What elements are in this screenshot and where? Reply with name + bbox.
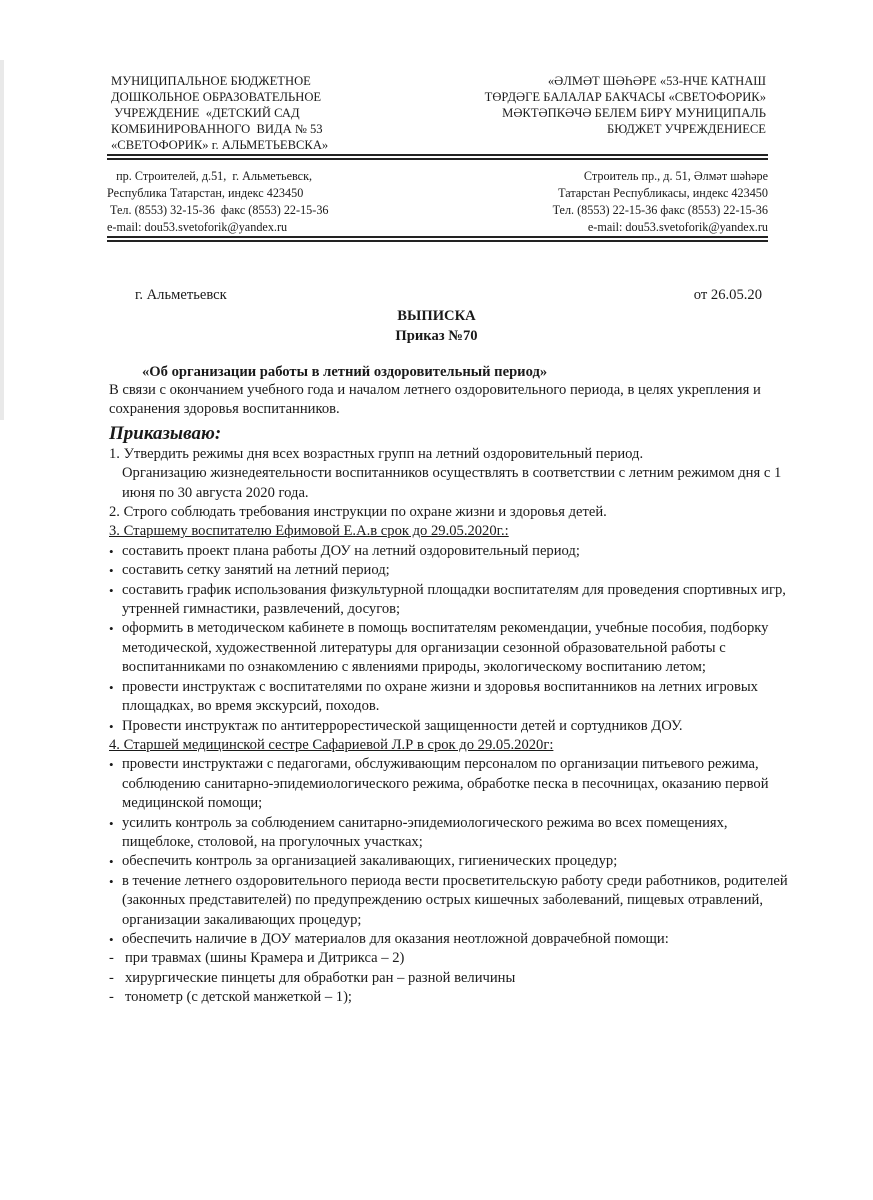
- dash-icon: -: [109, 989, 114, 1006]
- bullet-icon: •: [109, 621, 114, 637]
- bullet-icon: •: [109, 582, 114, 598]
- bullet-icon: •: [109, 718, 114, 734]
- list-item: • обеспечить наличие в ДОУ материалов для оказания неотложной доврачебной помощи:: [109, 930, 789, 949]
- document-city: г. Альметьевск: [135, 287, 227, 303]
- header-org-name-russian: МУНИЦИПАЛЬНОЕ БЮДЖЕТНОЕ ДОШКОЛЬНОЕ ОБРАЗОВАТЕЛЬНОЕ УЧРЕЖДЕНИЕ «ДЕТСКИЙ САД КОМБИНИРОВАННОГО ВИДА № 53 «СВЕТОФОРИК» г. АЛЬМЕТЬЕВСКА»: [111, 74, 329, 152]
- header-divider-bottom: [107, 236, 768, 238]
- header-divider-top-2: [107, 158, 768, 160]
- dash-item: - хирургические пинцеты для обработки ран – разной величины: [109, 969, 789, 988]
- list-item: • составить проект плана работы ДОУ на летний оздоровительный период;: [109, 542, 789, 561]
- list-item: • Провести инструктаж по антитеррорестической защищенности детей и сортудников ДОУ.: [109, 717, 789, 736]
- item-1-continued: Организацию жизнедеятельности воспитанников осуществлять в соответствии с летним режимом дня с 1 июня по 30 августа 2020 года.: [122, 465, 782, 501]
- bullet-icon: •: [109, 679, 114, 695]
- intro-paragraph: В связи с окончанием учебного года и началом летнего оздоровительного периода, в целях укрепления и сохранения здоровья воспитанников.: [109, 382, 761, 418]
- item-2: 2. Строго соблюдать требования инструкции по охране жизни и здоровья детей.: [109, 504, 607, 521]
- list-item: • составить график использования физкультурной площадки воспитателям для проведения спортивных игр, утренней гимнастики, развлечений, досугов;: [109, 581, 789, 620]
- order-subject: «Об организации работы в летний оздоровительный период»: [142, 364, 548, 380]
- list-item: • обеспечить контроль за организацией закаливающих, гигиенических процедур;: [109, 852, 789, 871]
- header-divider-top: [107, 154, 768, 156]
- bullet-icon: •: [109, 873, 114, 889]
- bullet-icon: •: [109, 543, 114, 559]
- item-3-heading: 3. Старшему воспитателю Ефимовой Е.А.в срок до 29.05.2020г.:: [109, 523, 509, 540]
- item-4-heading: 4. Старшей медицинской сестре Сафариевой Л.Р в срок до 29.05.2020г:: [109, 736, 554, 753]
- dash-item: - при травмах (шины Крамера и Дитрикса – 2): [109, 949, 789, 968]
- scan-edge-shadow: [0, 60, 4, 420]
- bullet-icon: •: [109, 931, 114, 947]
- bullet-icon: •: [109, 563, 114, 579]
- order-number: Приказ №70: [395, 328, 478, 344]
- title-extract: ВЫПИСКА: [397, 308, 476, 324]
- document-title: [0, 306, 873, 346]
- item-1: 1. Утвердить режимы дня всех возрастных групп на летний оздоровительный период.: [109, 445, 644, 462]
- bullet-icon: •: [109, 854, 114, 870]
- address-block-russian: пр. Строителей, д.51, г. Альметьевск, Республика Татарстан, индекс 423450 Тел. (8553) 32-15-36 факс (8553) 22-15-36 e-mail: dou53.svetoforik@yandex.ru: [107, 169, 329, 234]
- document-date: от 26.05.20: [693, 287, 762, 303]
- dash-icon: -: [109, 950, 114, 967]
- list-item: • в течение летнего оздоровительного периода вести просветительскую работу среди работников, родителей (законных представителей) по предупреждению острых кишечных заболеваний, пищевых отравлений, организации закаливающих процедур;: [109, 872, 789, 930]
- dash-item: - тонометр (с детской манжеткой – 1);: [109, 988, 789, 1007]
- address-block-tatar: Строитель пр., д. 51, Әлмәт шәһәре Татарстан Республикасы, индекс 423450 Тел. (8553) 22-15-36 факс (8553) 22-15-36 e-mail: dou53.svetoforik@yandex.ru: [552, 169, 768, 234]
- bullet-icon: •: [109, 757, 114, 773]
- list-item: • усилить контроль за соблюдением санитарно-эпидемиологического режима во всех помещениях, пищеблоке, столовой, на прогулочных участках;: [109, 814, 789, 853]
- list-item: • составить сетку занятий на летний период;: [109, 561, 789, 580]
- list-item: • провести инструктаж с воспитателями по охране жизни и здоровья воспитанников на летних игровых площадках, во время экскурсий, походов.: [109, 678, 789, 717]
- order-heading: Приказываю:: [109, 422, 222, 444]
- bullet-icon: •: [109, 815, 114, 831]
- header-org-name-tatar: «ӘЛМӘТ ШӘҺӘРЕ «53-НЧЕ КАТНАШ ТӨРДӘГЕ БАЛАЛАР БАКЧАСЫ «СВЕТОФОРИК» МӘКТӘПКӘЧӘ БЕЛЕМ БИРҮ МУНИЦИПАЛЬ БЮДЖЕТ УЧРЕЖДЕНИЕСЕ: [484, 74, 766, 136]
- dash-icon: -: [109, 969, 114, 986]
- list-item: • оформить в методическом кабинете в помощь воспитателям рекомендации, учебные пособия, подборку методической, художественной литературы для организации сезонной образовательной работы с воспитанниками по ознакомлению с явлениями природы, экологическому воспитанию летом;: [109, 619, 789, 677]
- list-item: • провести инструктажи с педагогами, обслуживающим персоналом по организации питьевого режима, соблюдению санитарно-эпидемиологического режима, обработке песка в песочницах, оказанию первой медицинской помощи;: [109, 755, 789, 813]
- header-divider-bottom-2: [107, 240, 768, 242]
- document-body: [109, 381, 789, 1008]
